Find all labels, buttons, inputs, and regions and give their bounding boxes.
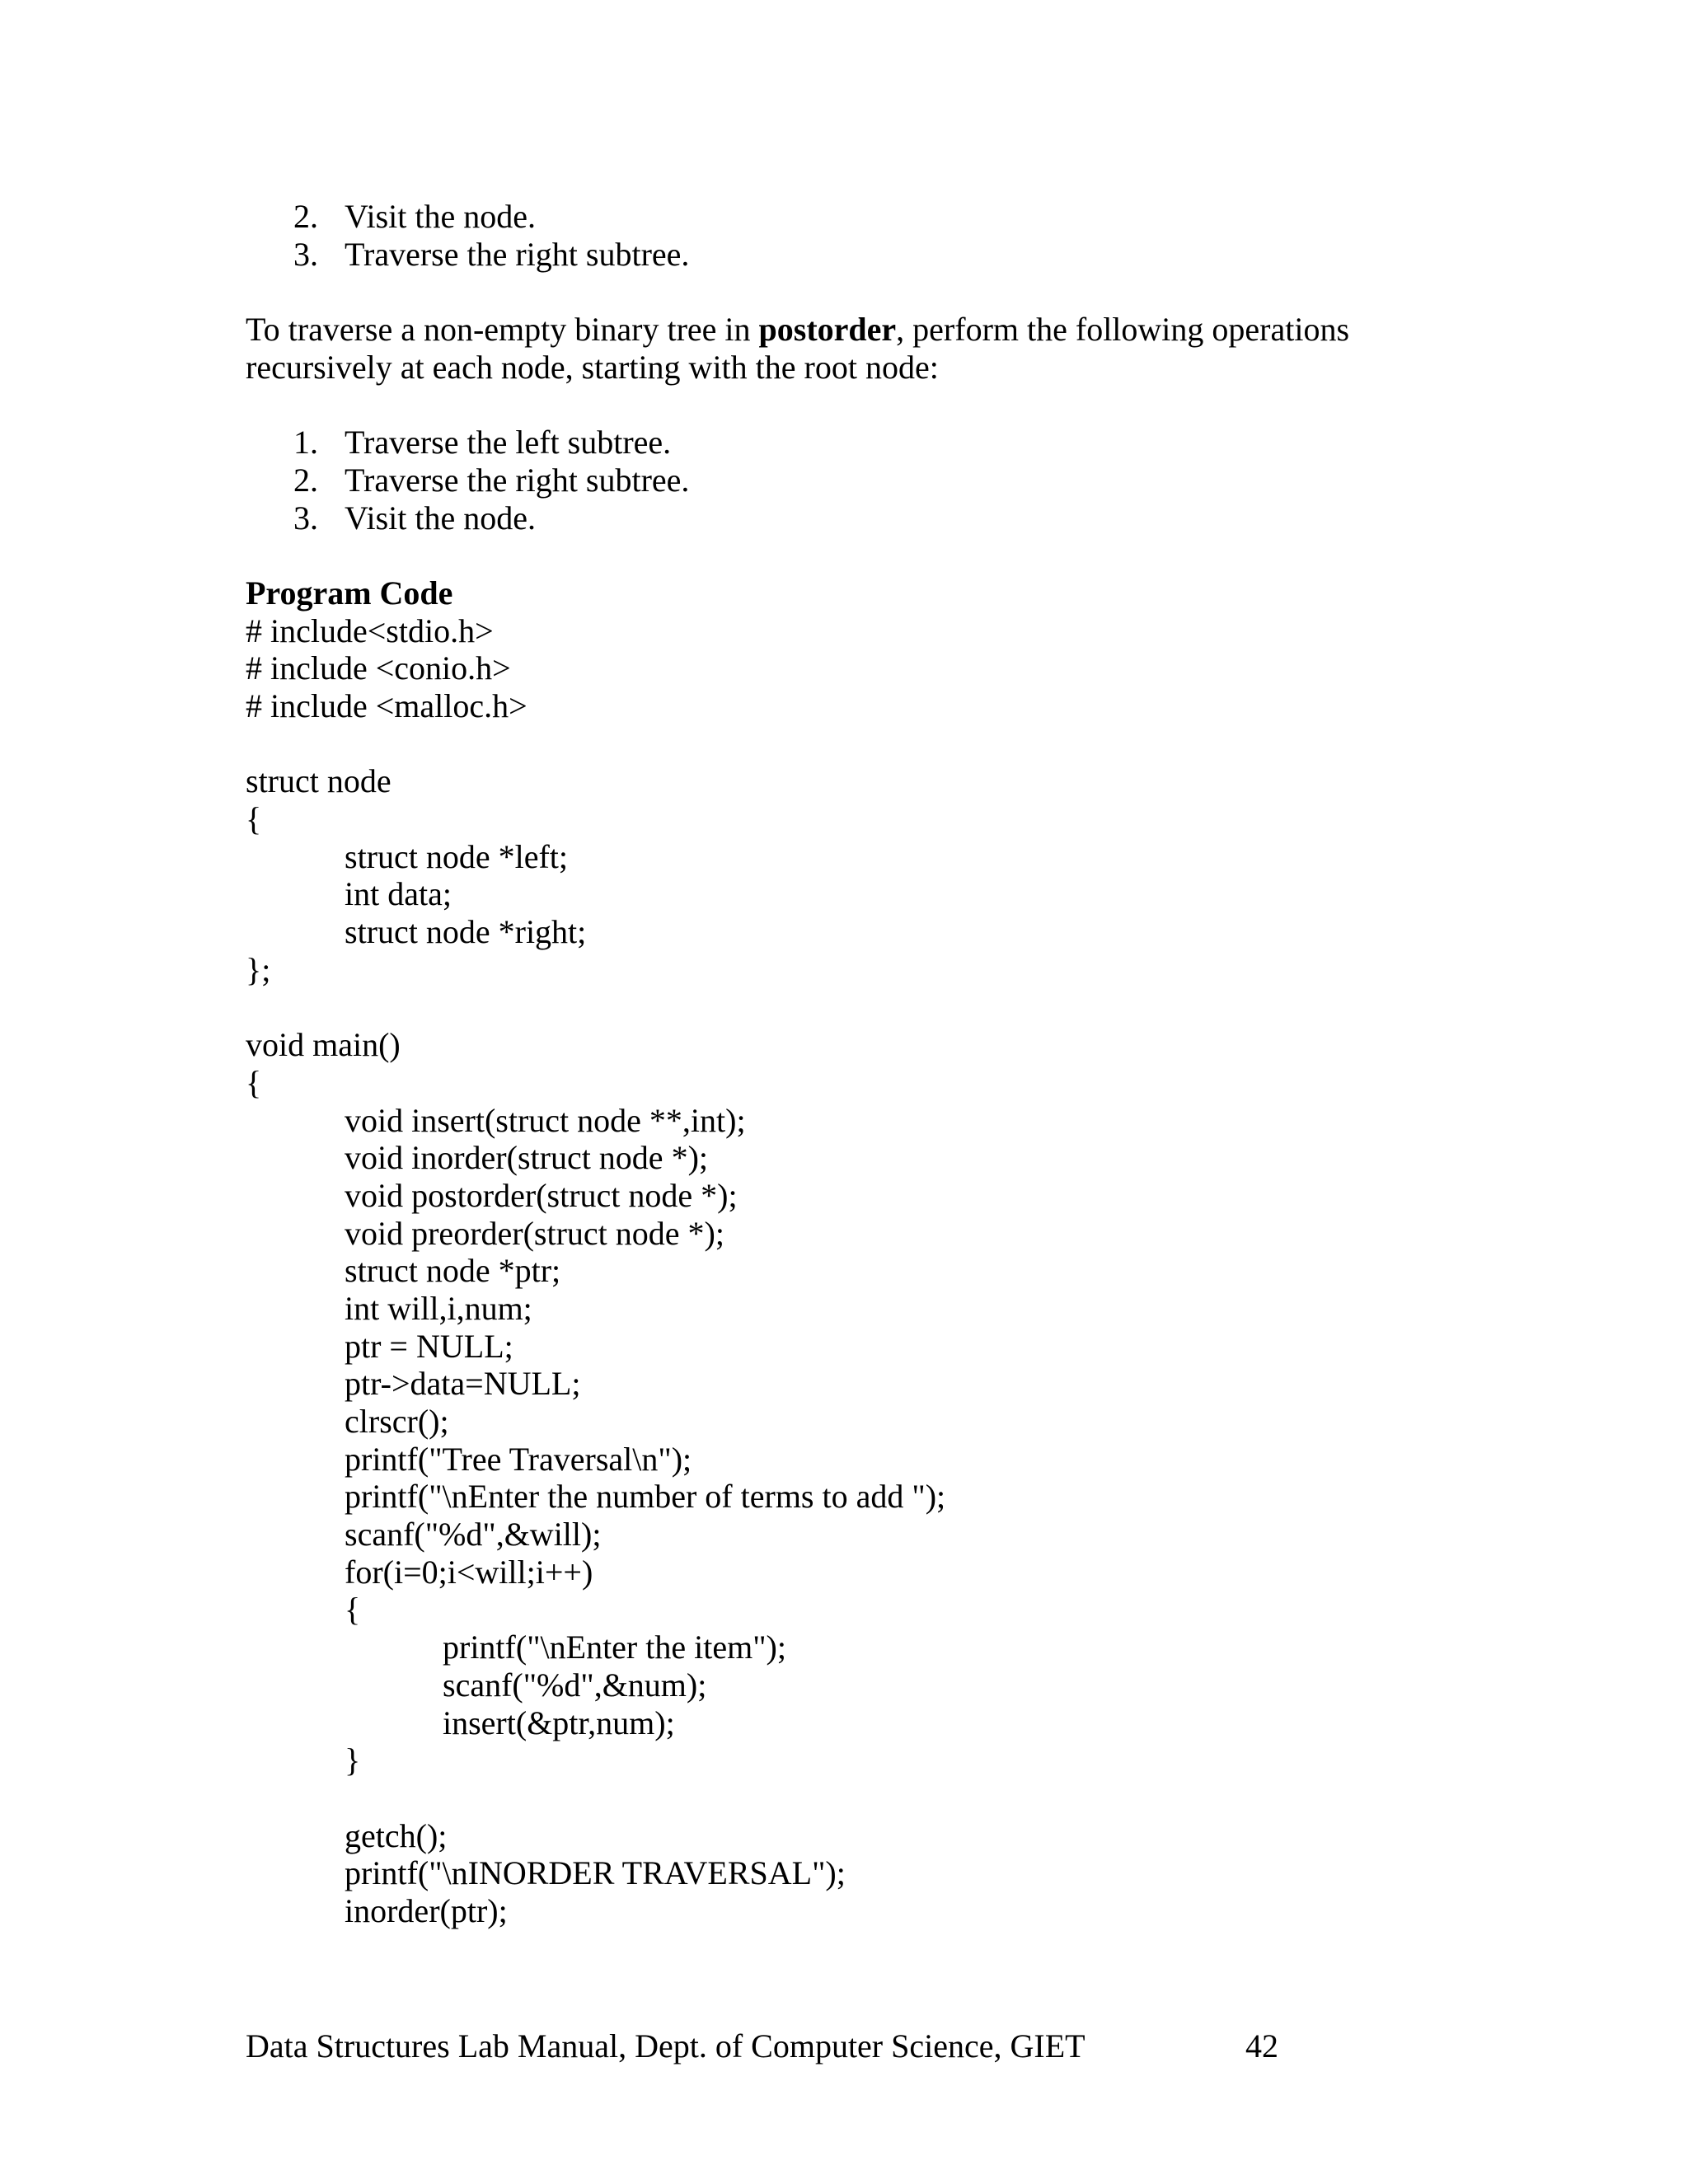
bold-term: postorder: [758, 311, 897, 349]
code-line: ptr->data=NULL;: [345, 1365, 581, 1403]
code-line: getch();: [345, 1816, 448, 1854]
code-line: struct node *right;: [345, 913, 587, 951]
text: To traverse a non-empty binary tree in: [246, 311, 759, 349]
code-line: clrscr();: [345, 1403, 449, 1440]
page-number: 42: [1245, 2027, 1278, 2064]
list-item: [246, 499, 1482, 537]
section-heading: [246, 574, 1482, 612]
code-line: struct node *left;: [345, 837, 569, 875]
list-item: [246, 198, 1482, 236]
code-line: printf("\nEnter the number of terms to add ");: [345, 1478, 946, 1516]
code-line: # include<stdio.h>: [246, 612, 494, 649]
code-line: for(i=0;i<will;i++): [345, 1553, 593, 1591]
code-line: # include <conio.h>: [246, 649, 511, 687]
code-line: inorder(ptr);: [345, 1891, 508, 1929]
list-number: 3.: [293, 499, 318, 537]
list-number: 2.: [293, 461, 318, 499]
code-line: void inorder(struct node *);: [345, 1139, 708, 1177]
code-line: };: [246, 950, 271, 988]
text: , perform the following operations: [896, 311, 1350, 349]
code-line: int will,i,num;: [345, 1289, 532, 1327]
code-line: void postorder(struct node *);: [345, 1176, 738, 1214]
list-text: Traverse the left subtree.: [345, 424, 672, 462]
paragraph-line: [246, 311, 1482, 349]
list-number: 3.: [293, 235, 318, 273]
code-line: printf("\nINORDER TRAVERSAL");: [345, 1854, 846, 1892]
list-text: Visit the node.: [345, 499, 537, 537]
code-line: {: [345, 1591, 361, 1629]
list-item: [246, 462, 1482, 499]
code-line: {: [246, 1063, 262, 1101]
code-line: }: [345, 1741, 361, 1779]
code-line: struct node *ptr;: [345, 1252, 561, 1290]
list-text: Traverse the right subtree.: [345, 461, 690, 499]
footer-text: Data Structures Lab Manual, Dept. of Computer Science, GIET: [246, 2027, 1085, 2064]
code-line: {: [246, 800, 262, 837]
paragraph-line: recursively at each node, starting with the root node:: [246, 348, 939, 386]
code-line: # include <malloc.h>: [246, 687, 528, 724]
code-line: printf("\nEnter the item");: [443, 1629, 786, 1666]
list-text: Visit the node.: [345, 198, 537, 235]
code-line: ptr = NULL;: [345, 1327, 513, 1365]
list-item: [246, 424, 1482, 462]
code-line: scanf("%d",&num);: [443, 1666, 707, 1704]
code-line: void main(): [246, 1026, 401, 1064]
page-footer: [246, 2027, 1317, 2065]
heading-text: Program Code: [246, 574, 453, 612]
code-line: scanf("%d",&will);: [345, 1516, 602, 1554]
code-line: void insert(struct node **,int);: [345, 1101, 746, 1139]
code-line: insert(&ptr,num);: [443, 1704, 675, 1741]
list-number: 2.: [293, 198, 318, 235]
list-item: [246, 236, 1482, 274]
page-content: [246, 198, 1482, 1930]
code-line: printf("Tree Traversal\n");: [345, 1440, 692, 1478]
code-line: struct node: [246, 762, 392, 800]
code-line: void preorder(struct node *);: [345, 1214, 724, 1252]
code-line: int data;: [345, 875, 452, 913]
list-number: 1.: [293, 424, 318, 462]
list-text: Traverse the right subtree.: [345, 235, 690, 273]
